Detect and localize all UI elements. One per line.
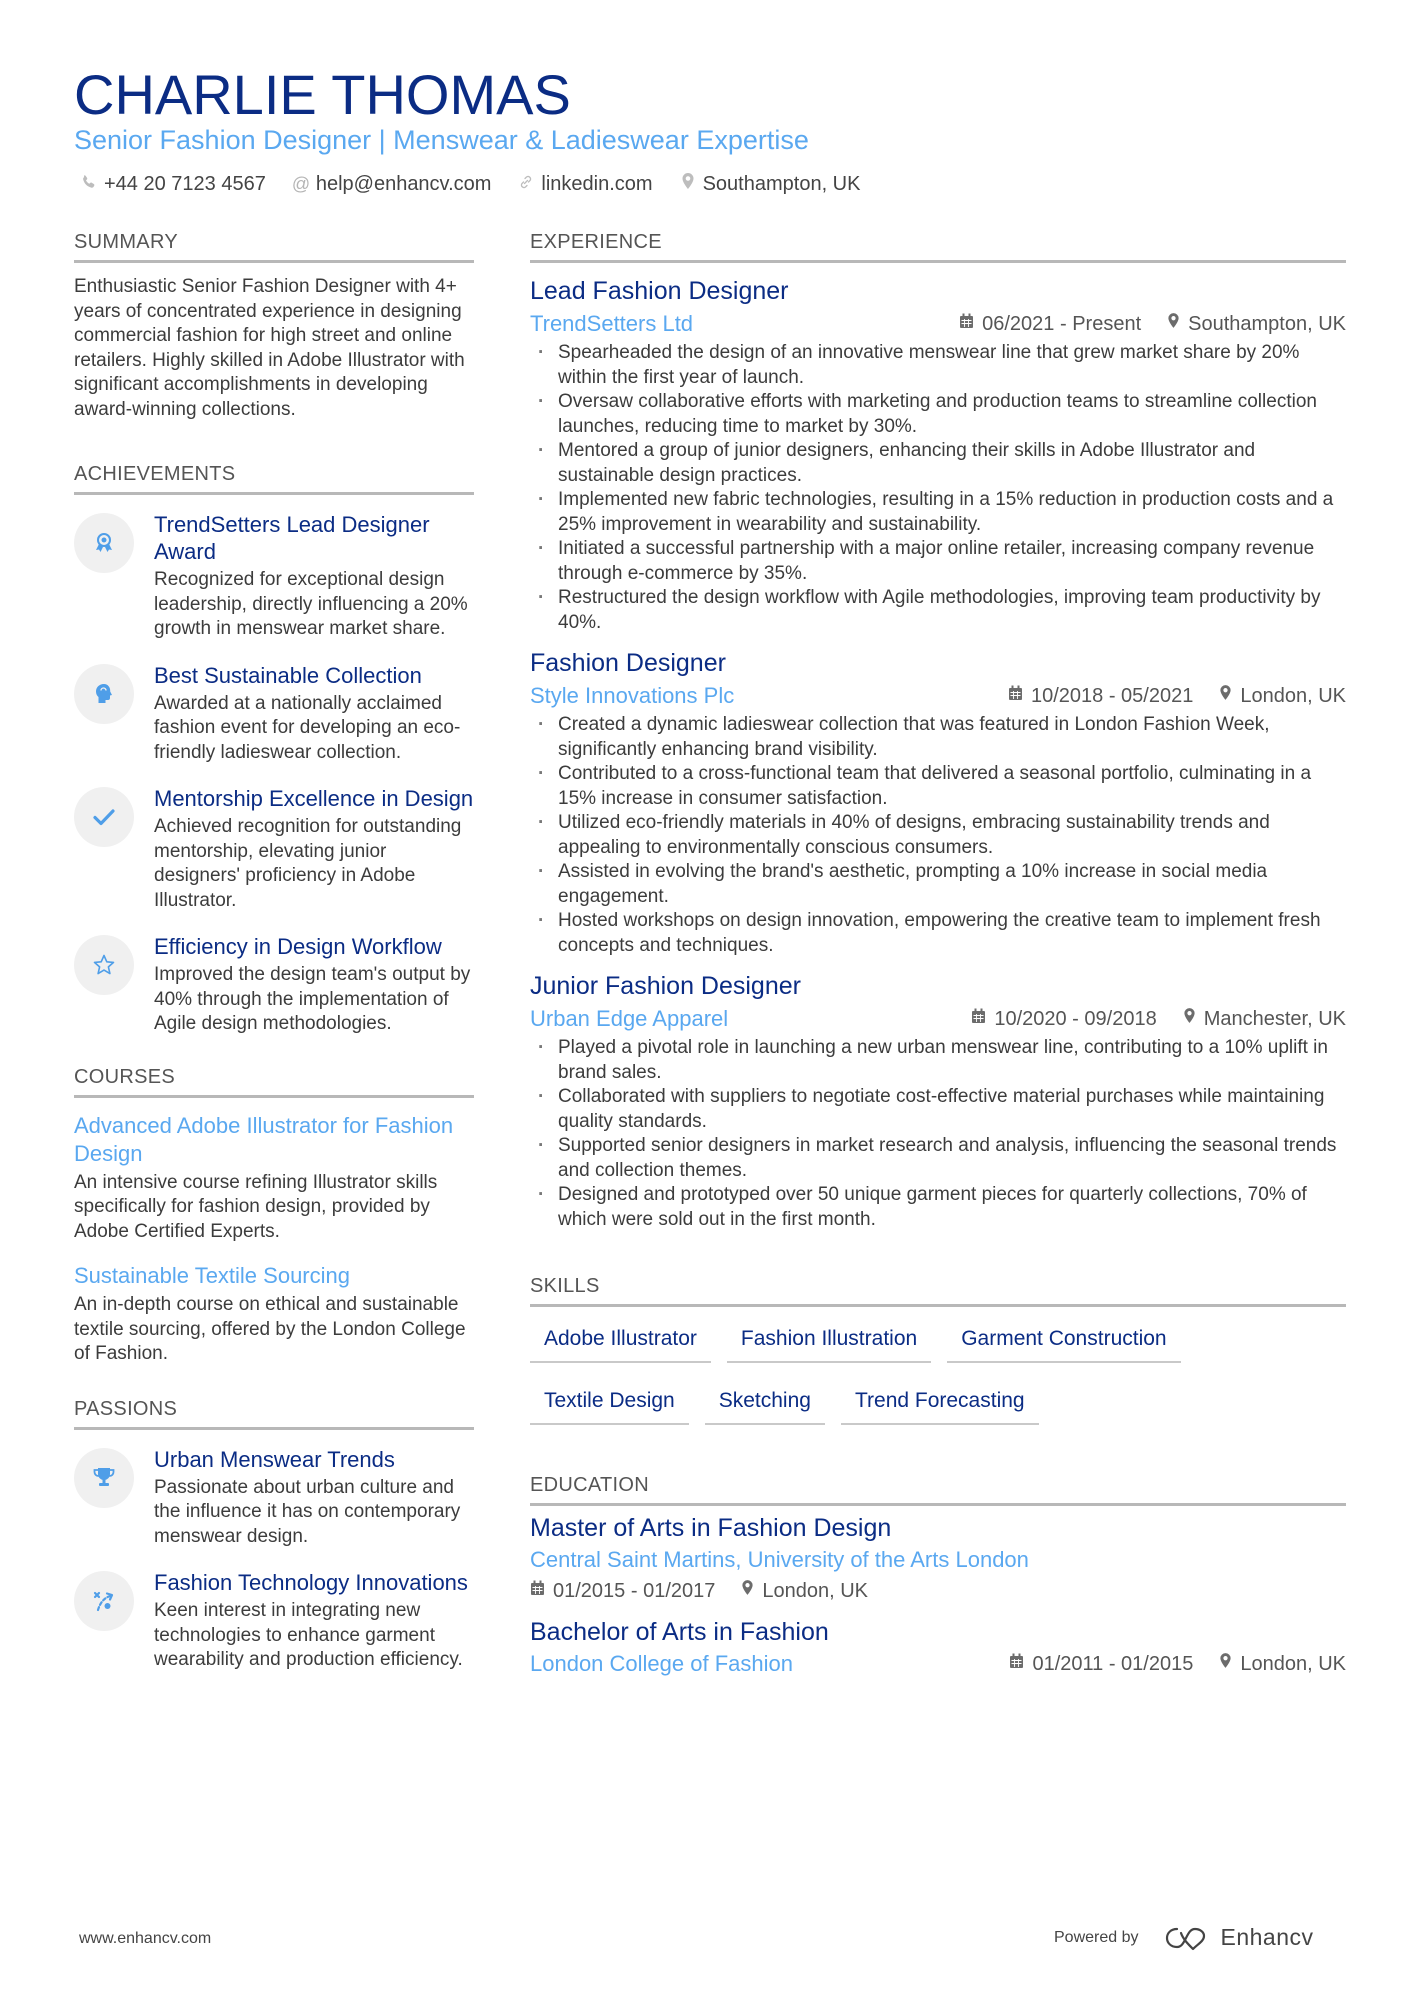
trophy-icon: [74, 1448, 134, 1508]
checkmark-icon: [74, 787, 134, 847]
job-dates: 10/2018 - 05/2021: [1030, 685, 1194, 707]
calendar-icon: [530, 1576, 545, 1606]
education-entry: [530, 1512, 1346, 1606]
enhancv-wordmark: Enhancv: [1220, 1924, 1314, 1950]
location-text: Southampton, UK: [702, 173, 861, 195]
skill-tag: Adobe Illustrator: [530, 1321, 711, 1363]
passions-section: [74, 1395, 474, 1673]
passion-item: [74, 1446, 474, 1550]
skill-tag: Garment Construction: [947, 1321, 1180, 1363]
job-bullets: [530, 713, 1346, 958]
achievement-title: Best Sustainable Collection: [154, 662, 422, 688]
passion-item: [74, 1569, 474, 1673]
section-title-education: EDUCATION: [530, 1471, 1346, 1506]
achievement-item: [74, 511, 474, 642]
job-entry: [530, 647, 1346, 958]
summary-text: Enthusiastic Senior Fashion Designer with 4+ years of concentrated experience in designing commercial fashion for high street and online retailers. Highly skilled in Adobe Illustrator with significant accomplishments in developing award-winning collections.: [74, 276, 465, 420]
enhancv-logo-icon: [1163, 1925, 1209, 1951]
job-bullets: [530, 341, 1346, 635]
job-bullet: · Hosted workshops on design innovation, empowering the creative team to implement fresh concepts and techniques.: [530, 909, 1346, 958]
skills-section: [530, 1272, 1346, 1425]
candidate-headline: Senior Fashion Designer | Menswear & Ladieswear Expertise: [74, 125, 809, 155]
education-section: [530, 1471, 1346, 1680]
achievement-title: Efficiency in Design Workflow: [154, 934, 442, 959]
school-name: London College of Fashion: [530, 1651, 793, 1676]
job-bullets: [530, 1036, 1346, 1232]
education-location: London, UK: [1240, 1653, 1346, 1675]
phone-icon: [80, 170, 98, 198]
contact-location: [679, 170, 861, 198]
location-icon: [1219, 1649, 1232, 1679]
strategy-arrow-icon: [74, 1571, 134, 1631]
link-icon: [517, 170, 535, 198]
calendar-icon: [1009, 1649, 1024, 1679]
job-dates: 10/2020 - 09/2018: [994, 1008, 1157, 1030]
job-company: Style Innovations Plc: [530, 683, 735, 708]
location-icon: [1219, 681, 1232, 711]
skills-list: [530, 1321, 1250, 1425]
achievement-description: Improved the design team's output by 40% through the implementation of Agile design methodologies.: [154, 964, 471, 1034]
job-company: TrendSetters Ltd: [530, 311, 694, 336]
section-title-passions: PASSIONS: [74, 1395, 474, 1430]
education-location: London, UK: [762, 1580, 869, 1602]
job-bullet: · Oversaw collaborative efforts with marketing and production teams to streamline collection launches, reducing time to market by 30%.: [530, 390, 1346, 439]
degree-title: Master of Arts in Fashion Design: [530, 1514, 892, 1542]
achievement-title: TrendSetters Lead Designer Award: [154, 512, 430, 564]
job-bullet: · Designed and prototyped over 50 unique garment pieces for quarterly collections, 70% of which were sold out in the first month.: [530, 1183, 1346, 1232]
job-bullet: · Implemented new fabric technologies, resulting in a 15% reduction in production costs and a 25% improvement in wearability and sustainability.: [530, 488, 1346, 537]
head-brain-icon: [74, 664, 134, 724]
achievements-section: [74, 460, 474, 1037]
course-title: Sustainable Textile Sourcing: [74, 1263, 350, 1288]
location-icon: [1183, 1004, 1196, 1034]
job-bullet: · Restructured the design workflow with Agile methodologies, improving team productivity by 40%.: [530, 586, 1346, 635]
job-title: Lead Fashion Designer: [530, 277, 789, 305]
footer-branding: [1054, 1924, 1314, 1951]
calendar-icon: [1008, 681, 1023, 711]
job-location: Southampton, UK: [1188, 313, 1346, 335]
contact-phone: [80, 170, 266, 198]
course-item: [74, 1112, 474, 1245]
achievement-title: Mentorship Excellence in Design: [154, 786, 474, 811]
course-description: An in-depth course on ethical and sustainable textile sourcing, offered by the London College of Fashion.: [74, 1294, 466, 1364]
powered-by-label: Powered by: [1054, 1928, 1139, 1946]
location-icon: [679, 170, 697, 198]
job-bullet: · Collaborated with suppliers to negotiate cost-effective material purchases while maintaining quality standards.: [530, 1085, 1346, 1134]
contact-bar: [80, 170, 860, 198]
award-ribbon-icon: [74, 513, 134, 573]
calendar-icon: [959, 309, 974, 339]
education-entry: [530, 1616, 1346, 1680]
job-title: Junior Fashion Designer: [530, 972, 801, 1000]
job-bullet: · Contributed to a cross-functional team that delivered a seasonal portfolio, culminating in a 15% increase in consumer satisfaction.: [530, 762, 1346, 811]
passion-description: Keen interest in integrating new technologies to enhance garment wearability and production efficiency.: [154, 1600, 463, 1670]
job-bullet: · Supported senior designers in market research and analysis, influencing the seasonal trends and collection themes.: [530, 1134, 1346, 1183]
job-bullet: · Initiated a successful partnership with a major online retailer, increasing company revenue through e-commerce by 35%.: [530, 537, 1346, 586]
course-item: [74, 1262, 474, 1367]
section-title-summary: SUMMARY: [74, 228, 474, 263]
candidate-name: CHARLIE THOMAS: [74, 63, 571, 126]
skill-tag: Textile Design: [530, 1383, 689, 1425]
skill-tag: Fashion Illustration: [727, 1321, 931, 1363]
email-link[interactable]: help@enhancv.com: [315, 173, 492, 195]
courses-section: [74, 1063, 474, 1367]
footer-website-link[interactable]: www.enhancv.com: [79, 1930, 212, 1947]
calendar-icon: [971, 1004, 986, 1034]
section-title-achievements: ACHIEVEMENTS: [74, 460, 474, 495]
at-icon: @: [291, 174, 311, 194]
summary-section: [74, 228, 474, 422]
job-entry: [530, 970, 1346, 1232]
right-column: [530, 228, 1346, 1690]
education-dates: 01/2011 - 01/2015: [1032, 1653, 1194, 1675]
achievement-description: Recognized for exceptional design leadership, directly influencing a 20% growth in menswear market share.: [154, 569, 468, 639]
job-bullet: · Assisted in evolving the brand's aesthetic, prompting a 10% increase in social media engagement.: [530, 860, 1346, 909]
achievement-item: [74, 785, 474, 913]
contact-linkedin[interactable]: [517, 170, 652, 198]
achievement-item: [74, 933, 474, 1037]
passion-title: Urban Menswear Trends: [154, 1446, 395, 1472]
achievement-description: Awarded at a nationally acclaimed fashion event for developing an eco-friendly ladieswear collection.: [154, 692, 461, 763]
course-description: An intensive course refining Illustrator skills specifically for fashion design, provided by Adobe Certified Experts.: [74, 1171, 438, 1242]
job-title: Fashion Designer: [530, 649, 726, 677]
enhancv-logo[interactable]: [1163, 1924, 1314, 1951]
star-outline-icon: [74, 935, 134, 995]
education-dates: 01/2015 - 01/2017: [553, 1580, 716, 1602]
section-title-experience: EXPERIENCE: [530, 228, 1346, 263]
job-company: Urban Edge Apparel: [530, 1006, 729, 1031]
left-column: [74, 228, 474, 1693]
job-dates: 06/2021 - Present: [982, 313, 1142, 335]
passion-description: Passionate about urban culture and the influence it has on contemporary menswear design.: [154, 1476, 461, 1547]
location-icon: [1167, 309, 1180, 339]
experience-section: [530, 228, 1346, 1232]
job-bullet: · Played a pivotal role in launching a new urban menswear line, contributing to a 10% uplift in brand sales.: [530, 1036, 1346, 1085]
phone-text: +44 20 7123 4567: [104, 173, 266, 195]
course-title: Advanced Adobe Illustrator for Fashion Design: [74, 1112, 454, 1166]
job-location: Manchester, UK: [1203, 1008, 1346, 1030]
job-bullet: · Spearheaded the design of an innovative menswear line that grew market share by 20% within the first year of launch.: [530, 341, 1346, 390]
degree-title: Bachelor of Arts in Fashion: [530, 1618, 829, 1646]
skill-tag: Sketching: [705, 1383, 825, 1425]
job-bullet: · Mentored a group of junior designers, enhancing their skills in Adobe Illustrator and sustainable design practices.: [530, 439, 1346, 488]
passion-title: Fashion Technology Innovations: [154, 1570, 468, 1595]
achievement-item: [74, 662, 474, 766]
section-title-courses: COURSES: [74, 1063, 474, 1098]
linkedin-link[interactable]: linkedin.com: [541, 173, 653, 195]
skill-tag: Trend Forecasting: [841, 1383, 1039, 1425]
job-entry: [530, 275, 1346, 635]
job-bullet: · Utilized eco-friendly materials in 40% of designs, embracing sustainability trends and appealing to environmentally conscious consumers.: [530, 811, 1346, 860]
school-name: Central Saint Martins, University of the Arts London: [530, 1547, 1029, 1572]
location-icon: [741, 1576, 754, 1606]
section-title-skills: SKILLS: [530, 1272, 1346, 1307]
contact-email[interactable]: [292, 170, 492, 198]
achievement-description: Achieved recognition for outstanding mentorship, elevating junior designers' proficiency in Adobe Illustrator.: [154, 816, 462, 911]
job-location: London, UK: [1240, 685, 1346, 707]
job-bullet: · Created a dynamic ladieswear collection that was featured in London Fashion Week, significantly enhancing brand visibility.: [530, 713, 1346, 762]
